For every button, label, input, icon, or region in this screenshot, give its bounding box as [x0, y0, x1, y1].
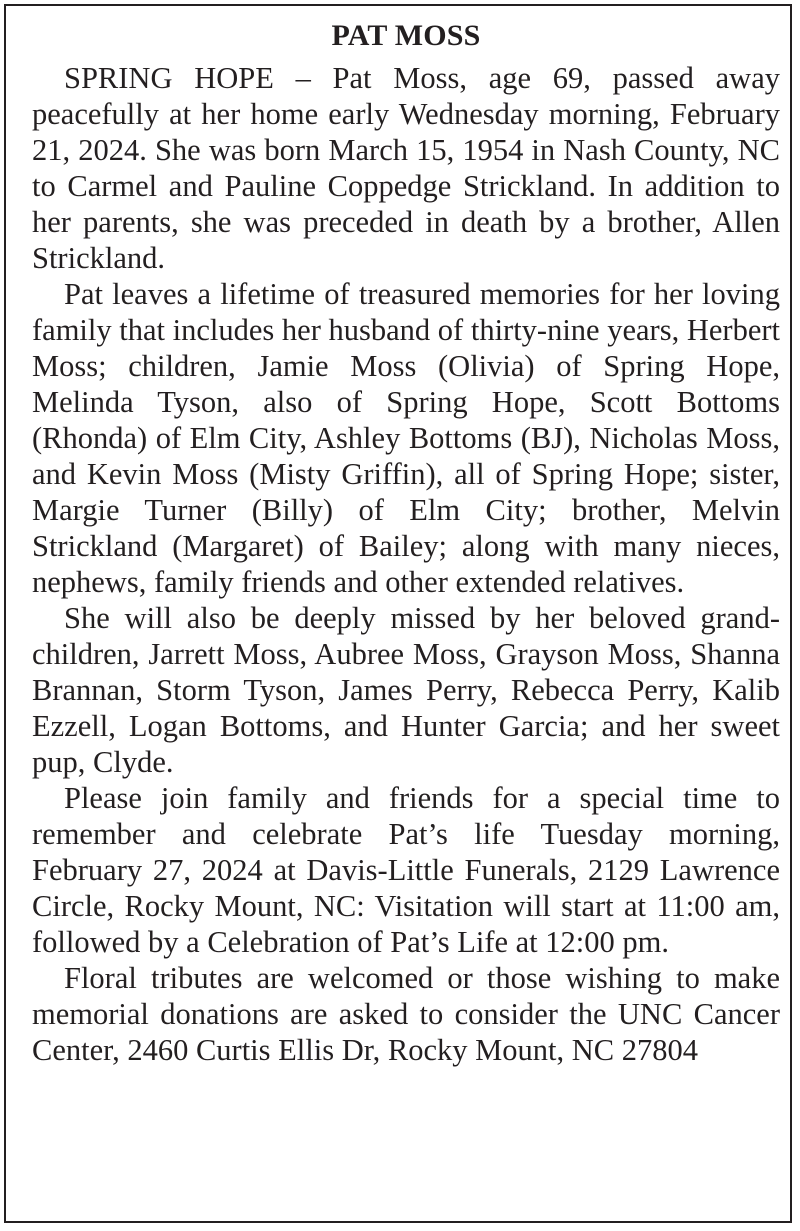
- obituary-frame: [4, 4, 792, 1223]
- obituary-content: [32, 16, 780, 1068]
- obituary-paragraph-grandchildren: She will also be deeply missed by her beloved grandchildren, Jarrett Moss, Aubree Moss, Grayson Moss, Shanna Brannan, Storm Tyson, James Perry, Rebecca Perry, Kalib Ezzell, Logan Bottoms, and Hunter Garcia; and her sweet pup, Clyde.: [32, 601, 780, 779]
- obituary-title: PAT MOSS: [331, 19, 481, 52]
- obituary-paragraph-donations: Floral tributes are welcomed or those wishing to make memorial donations are asked to consider the UNC Cancer Center, 2460 Curtis Ellis Dr, Rocky Mount, NC 27804: [32, 961, 780, 1067]
- obituary-paragraph-intro: SPRING HOPE – Pat Moss, age 69, passed away peacefully at her home early Wednesday morning, February 21, 2024. She was born March 15, 1954 in Nash County, NC to Carmel and Pauline Coppedge Strickland. In addition to her parents, she was preceded in death by a brother, Allen Strickland.: [32, 61, 780, 275]
- obituary-paragraph-service: Please join family and friends for a special time to remember and celebrate Pat’s life Tuesday morning, February 27, 2024 at Davis-Little Funerals, 2129 Lawrence Circle, Rocky Mount, NC: Visitation will start at 11:00 am, followed by a Celebration of Pat’s Life at 12:00 pm.: [32, 781, 780, 959]
- obituary-paragraph-survivors: Pat leaves a lifetime of treasured memories for her loving family that includes her husband of thirty-nine years, Herbert Moss; children, Jamie Moss (Olivia) of Spring Hope, Melinda Tyson, also of Spring Hope, Scott Bottoms (Rhonda) of Elm City, Ashley Bottoms (BJ), Nicholas Moss, and Kevin Moss (Misty Griffin), all of Spring Hope; sister, Margie Turner (Billy) of Elm City; brother, Melvin Strickland (Margaret) of Bailey; along with many nieces, nephews, family friends and other extended relatives.: [32, 277, 780, 599]
